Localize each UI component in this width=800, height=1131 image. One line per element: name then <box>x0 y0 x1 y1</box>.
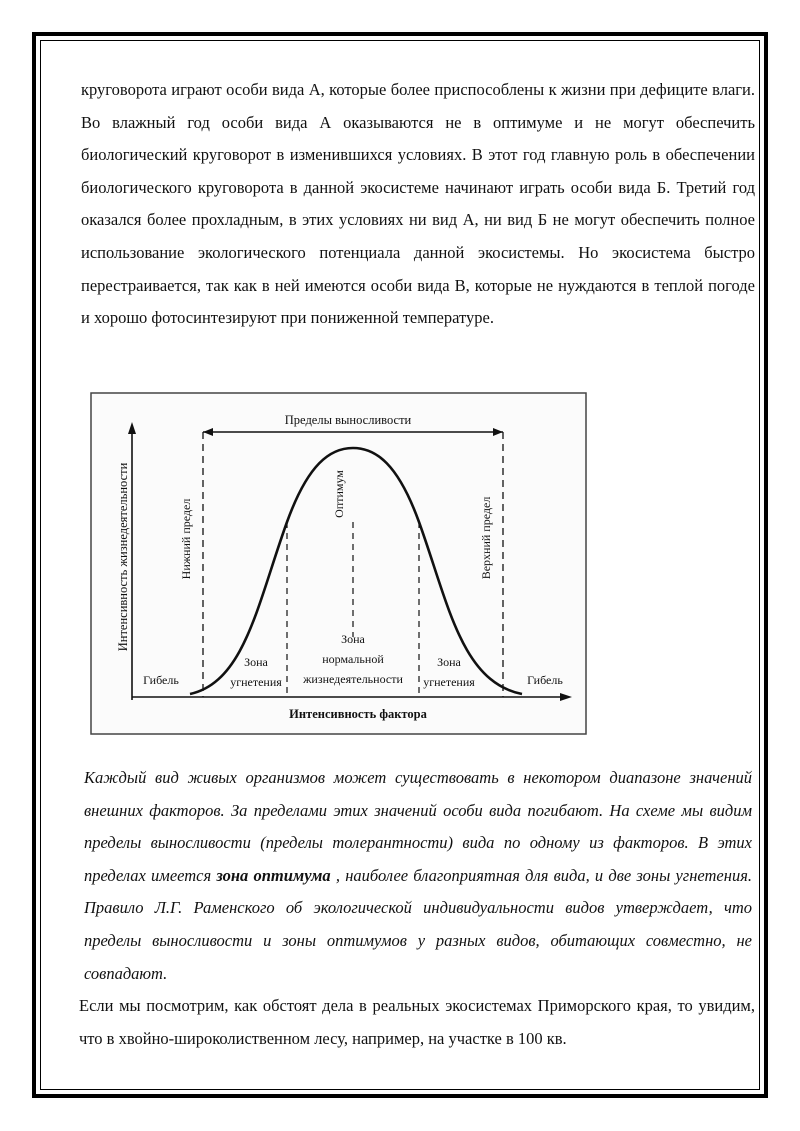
zone-oppression-left-line2: угнетения <box>230 675 282 689</box>
zone-normal-line2: нормальной <box>322 652 384 666</box>
x-axis-label: Интенсивность фактора <box>289 707 427 721</box>
death-right-label: Гибель <box>527 673 563 687</box>
zone-normal-line1: Зона <box>341 632 365 646</box>
tolerance-limits-label: Пределы выносливости <box>284 413 412 427</box>
zone-oppression-right-line1: Зона <box>437 655 461 669</box>
optimum-label: Оптимум <box>332 470 346 518</box>
tolerance-diagram <box>90 392 587 735</box>
zone-normal-line3: жизнедеятельности <box>303 672 403 686</box>
tolerance-diagram-svg <box>90 392 587 735</box>
upper-limit-label: Верхний предел <box>479 496 493 580</box>
body-paragraph-top: круговорота играют особи вида А, которые более приспособлены к жизни при дефиците влаги. Во влажный год особи вида А оказываются не в оптимуме и не могут обеспечить биологический круговорот в изменившихся условиях. В этот год главную роль в обеспечении биологического круговорота в данной экосистеме начинают играть особи вида Б. Третий год оказался более прохладным, в этих условиях ни вид А, ни вид Б не могут обеспечить полное использование экологического потенциала данной экосистемы. Но экосистема быстро перестраивается, так как в ней имеются особи вида В, которые не нуждаются в теплой погоде и хорошо фотосинтезируют при пониженной температуре. <box>81 80 755 328</box>
italic-text-before: Каждый вид живых организмов может существовать в некотором диапазоне значений внешних факторов. За пределами этих значений особи вида погибают. На схеме мы видим пределы выносливости (пределы толерантности) вида по одному из факторов. В этих пределах имеется <box>84 768 752 885</box>
italic-text-after: , наиболее благоприятная для вида, и две зоны угнетения. Правило Л.Г. Раменского об экологической индивидуальности видов утверждает, что пределы выносливости и зоны оптимумов у разных видов, обитающих совместно, не совпадают. <box>84 865 752 983</box>
lower-limit-label: Нижний предел <box>179 498 193 580</box>
body-paragraph-italic <box>84 762 752 990</box>
zone-oppression-left-line1: Зона <box>244 655 268 669</box>
death-left-label: Гибель <box>143 673 179 687</box>
body-paragraph-bottom: Если мы посмотрим, как обстоят дела в реальных экосистемах Приморского края, то увидим, что в хвойно-широколиственном лесу, например, на участке в 100 кв. <box>79 996 755 1048</box>
optimum-zone-emphasis: зона оптимума <box>216 865 331 885</box>
zone-oppression-right-line2: угнетения <box>423 675 475 689</box>
y-axis-label: Интенсивность жизнедеятельности <box>116 462 130 652</box>
